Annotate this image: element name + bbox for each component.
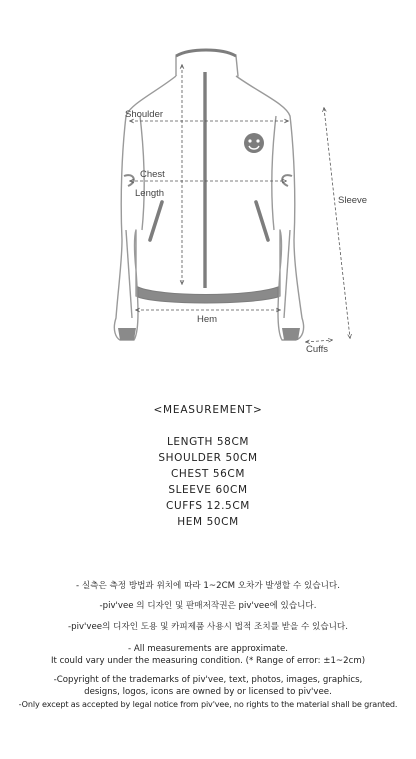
note-korean-legal: -piv'vee의 디자인 도용 및 카피제품 사용시 법적 조치를 받을 수 있습니다.	[68, 622, 348, 632]
cuffs-label: Cuffs	[306, 344, 329, 355]
measurement-list	[0, 434, 416, 530]
note-korean-copyright: -piv'vee 의 디자인 및 판매저작권은 piv'vee에 있습니다.	[99, 601, 317, 611]
sleeve-label: Sleeve	[338, 195, 368, 206]
measurement-title: <MEASUREMENT>	[153, 404, 263, 416]
cuffs-arrow	[306, 340, 332, 342]
note-range-error: It could vary under the measuring condition. (* Range of error: ±1~2cm)	[50, 656, 366, 666]
note-copyright-line-2: designs, logos, icons are owned by or licensed to piv'vee.	[84, 687, 332, 697]
measurement-chest: CHEST 56CM	[170, 468, 246, 480]
length-label: Length	[135, 188, 165, 199]
sleeve-arrow	[324, 108, 350, 338]
measurement-sleeve: SLEEVE 60CM	[168, 484, 248, 496]
shoulder-label: Shoulder	[125, 109, 164, 120]
measurement-cuffs: CUFFS 12.5CM	[166, 500, 250, 512]
note-approximate: - All measurements are approximate.	[127, 644, 289, 654]
right-cuff	[282, 328, 300, 340]
note-copyright-line-3: -Only except as accepted by legal notice from piv'vee, no rights to the material shall be granted.	[18, 699, 398, 709]
measurement-shoulder: SHOULDER 50CM	[158, 452, 258, 464]
left-cuff	[118, 328, 136, 340]
hem-label: Hem	[197, 314, 218, 325]
measurement-hem: HEM 50CM	[177, 516, 239, 528]
measurement-length: LENGTH 58CM	[166, 436, 250, 448]
note-copyright-line-1: -Copyright of the trademarks of piv'vee, text, photos, images, graphics,	[53, 675, 363, 685]
note-korean-error: - 실측은 측정 방법과 위치에 따라 1~2CM 오차가 발생할 수 있습니다.	[76, 581, 340, 591]
chest-label: Chest	[140, 169, 165, 180]
